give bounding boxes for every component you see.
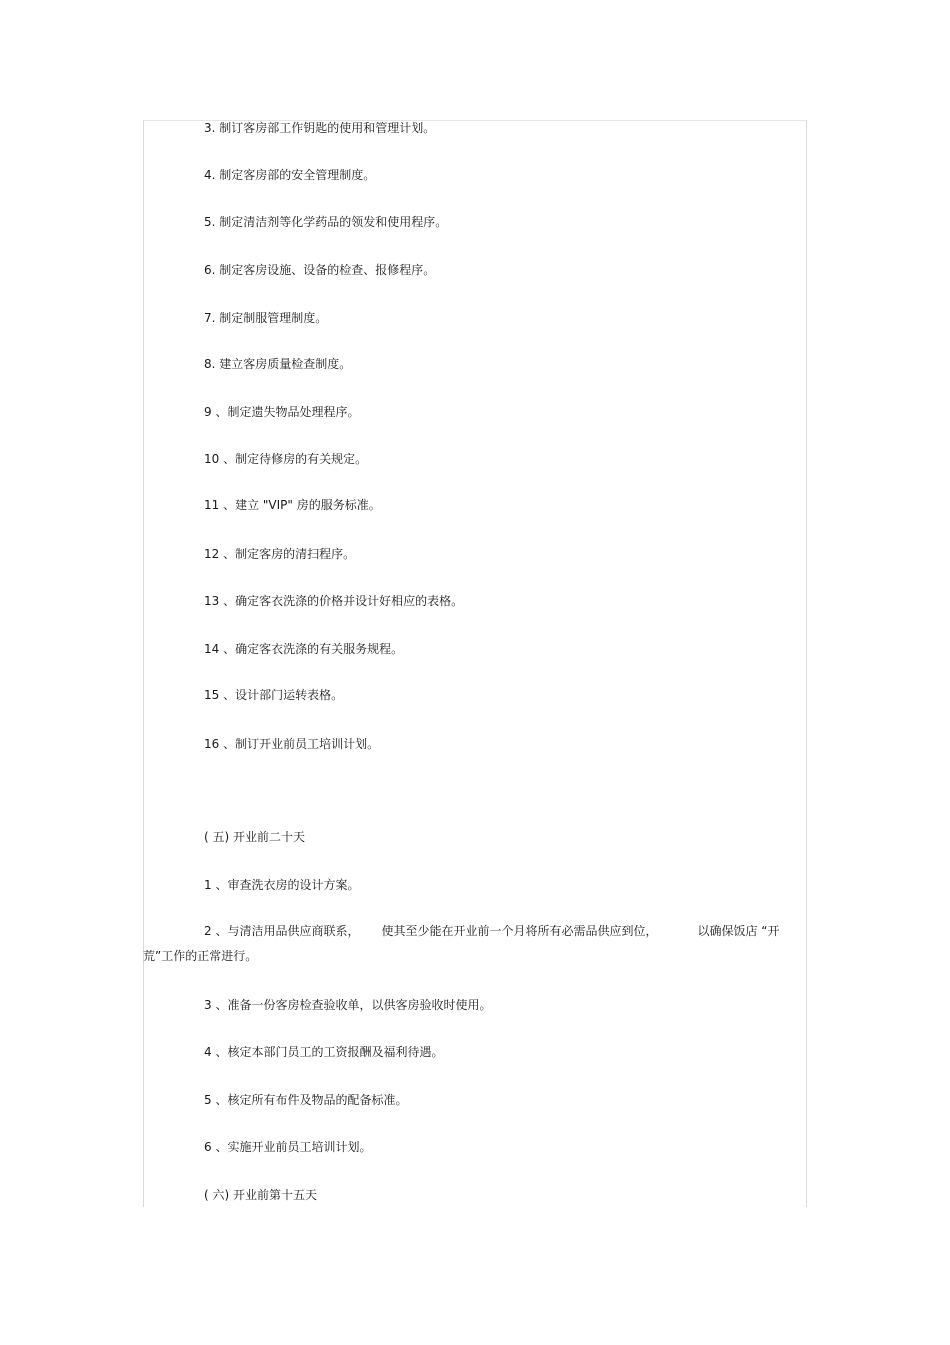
- list-item: 3 、准备一份客房检查验收单，以供客房验收时使用。: [204, 998, 492, 1012]
- list-item: 1 、审查洗衣房的设计方案。: [204, 878, 360, 892]
- list-item-text: 使其至少能在开业前一个月将所有必需品供应到位，: [381, 924, 658, 938]
- list-item: 10 、制定待修房的有关规定。: [204, 452, 368, 466]
- list-item: 7. 制定制服管理制度。: [204, 311, 328, 325]
- list-item-text: 以确保饭店 “开荒”工作的正常进行。: [143, 924, 780, 963]
- list-item: 3. 制订客房部工作钥匙的使用和管理计划。: [204, 121, 436, 135]
- list-item: 5 、核定所有布件及物品的配备标准。: [204, 1093, 408, 1107]
- section-heading: ( 五) 开业前二十天: [204, 830, 305, 844]
- page-frame: [143, 120, 807, 1207]
- list-item: 6. 制定客房设施、设备的检查、报修程序。: [204, 263, 436, 277]
- list-item: 16 、制订开业前员工培训计划。: [204, 737, 380, 751]
- list-item: 8. 建立客房质量检查制度。: [204, 357, 352, 371]
- list-item: 9 、制定遗失物品处理程序。: [204, 405, 360, 419]
- list-item: 13 、确定客衣洗涤的价格并设计好相应的表格。: [204, 594, 464, 608]
- list-item-text: 2 、与清洁用品供应商联系，: [204, 924, 360, 938]
- list-item-wrapped: [143, 919, 807, 969]
- list-item: 14 、确定客衣洗涤的有关服务规程。: [204, 642, 404, 656]
- section-heading: ( 六) 开业前第十五天: [204, 1188, 317, 1202]
- list-item: 12 、制定客房的清扫程序。: [204, 547, 356, 561]
- list-item: 5. 制定清洁剂等化学药品的领发和使用程序。: [204, 215, 448, 229]
- list-item: 11 、建立 "VIP" 房的服务标准。: [204, 498, 381, 512]
- list-item: 4 、核定本部门员工的工资报酬及福利待遇。: [204, 1045, 444, 1059]
- list-item: 4. 制定客房部的安全管理制度。: [204, 168, 376, 182]
- list-item: 6 、实施开业前员工培训计划。: [204, 1140, 372, 1154]
- list-item: 15 、设计部门运转表格。: [204, 688, 344, 702]
